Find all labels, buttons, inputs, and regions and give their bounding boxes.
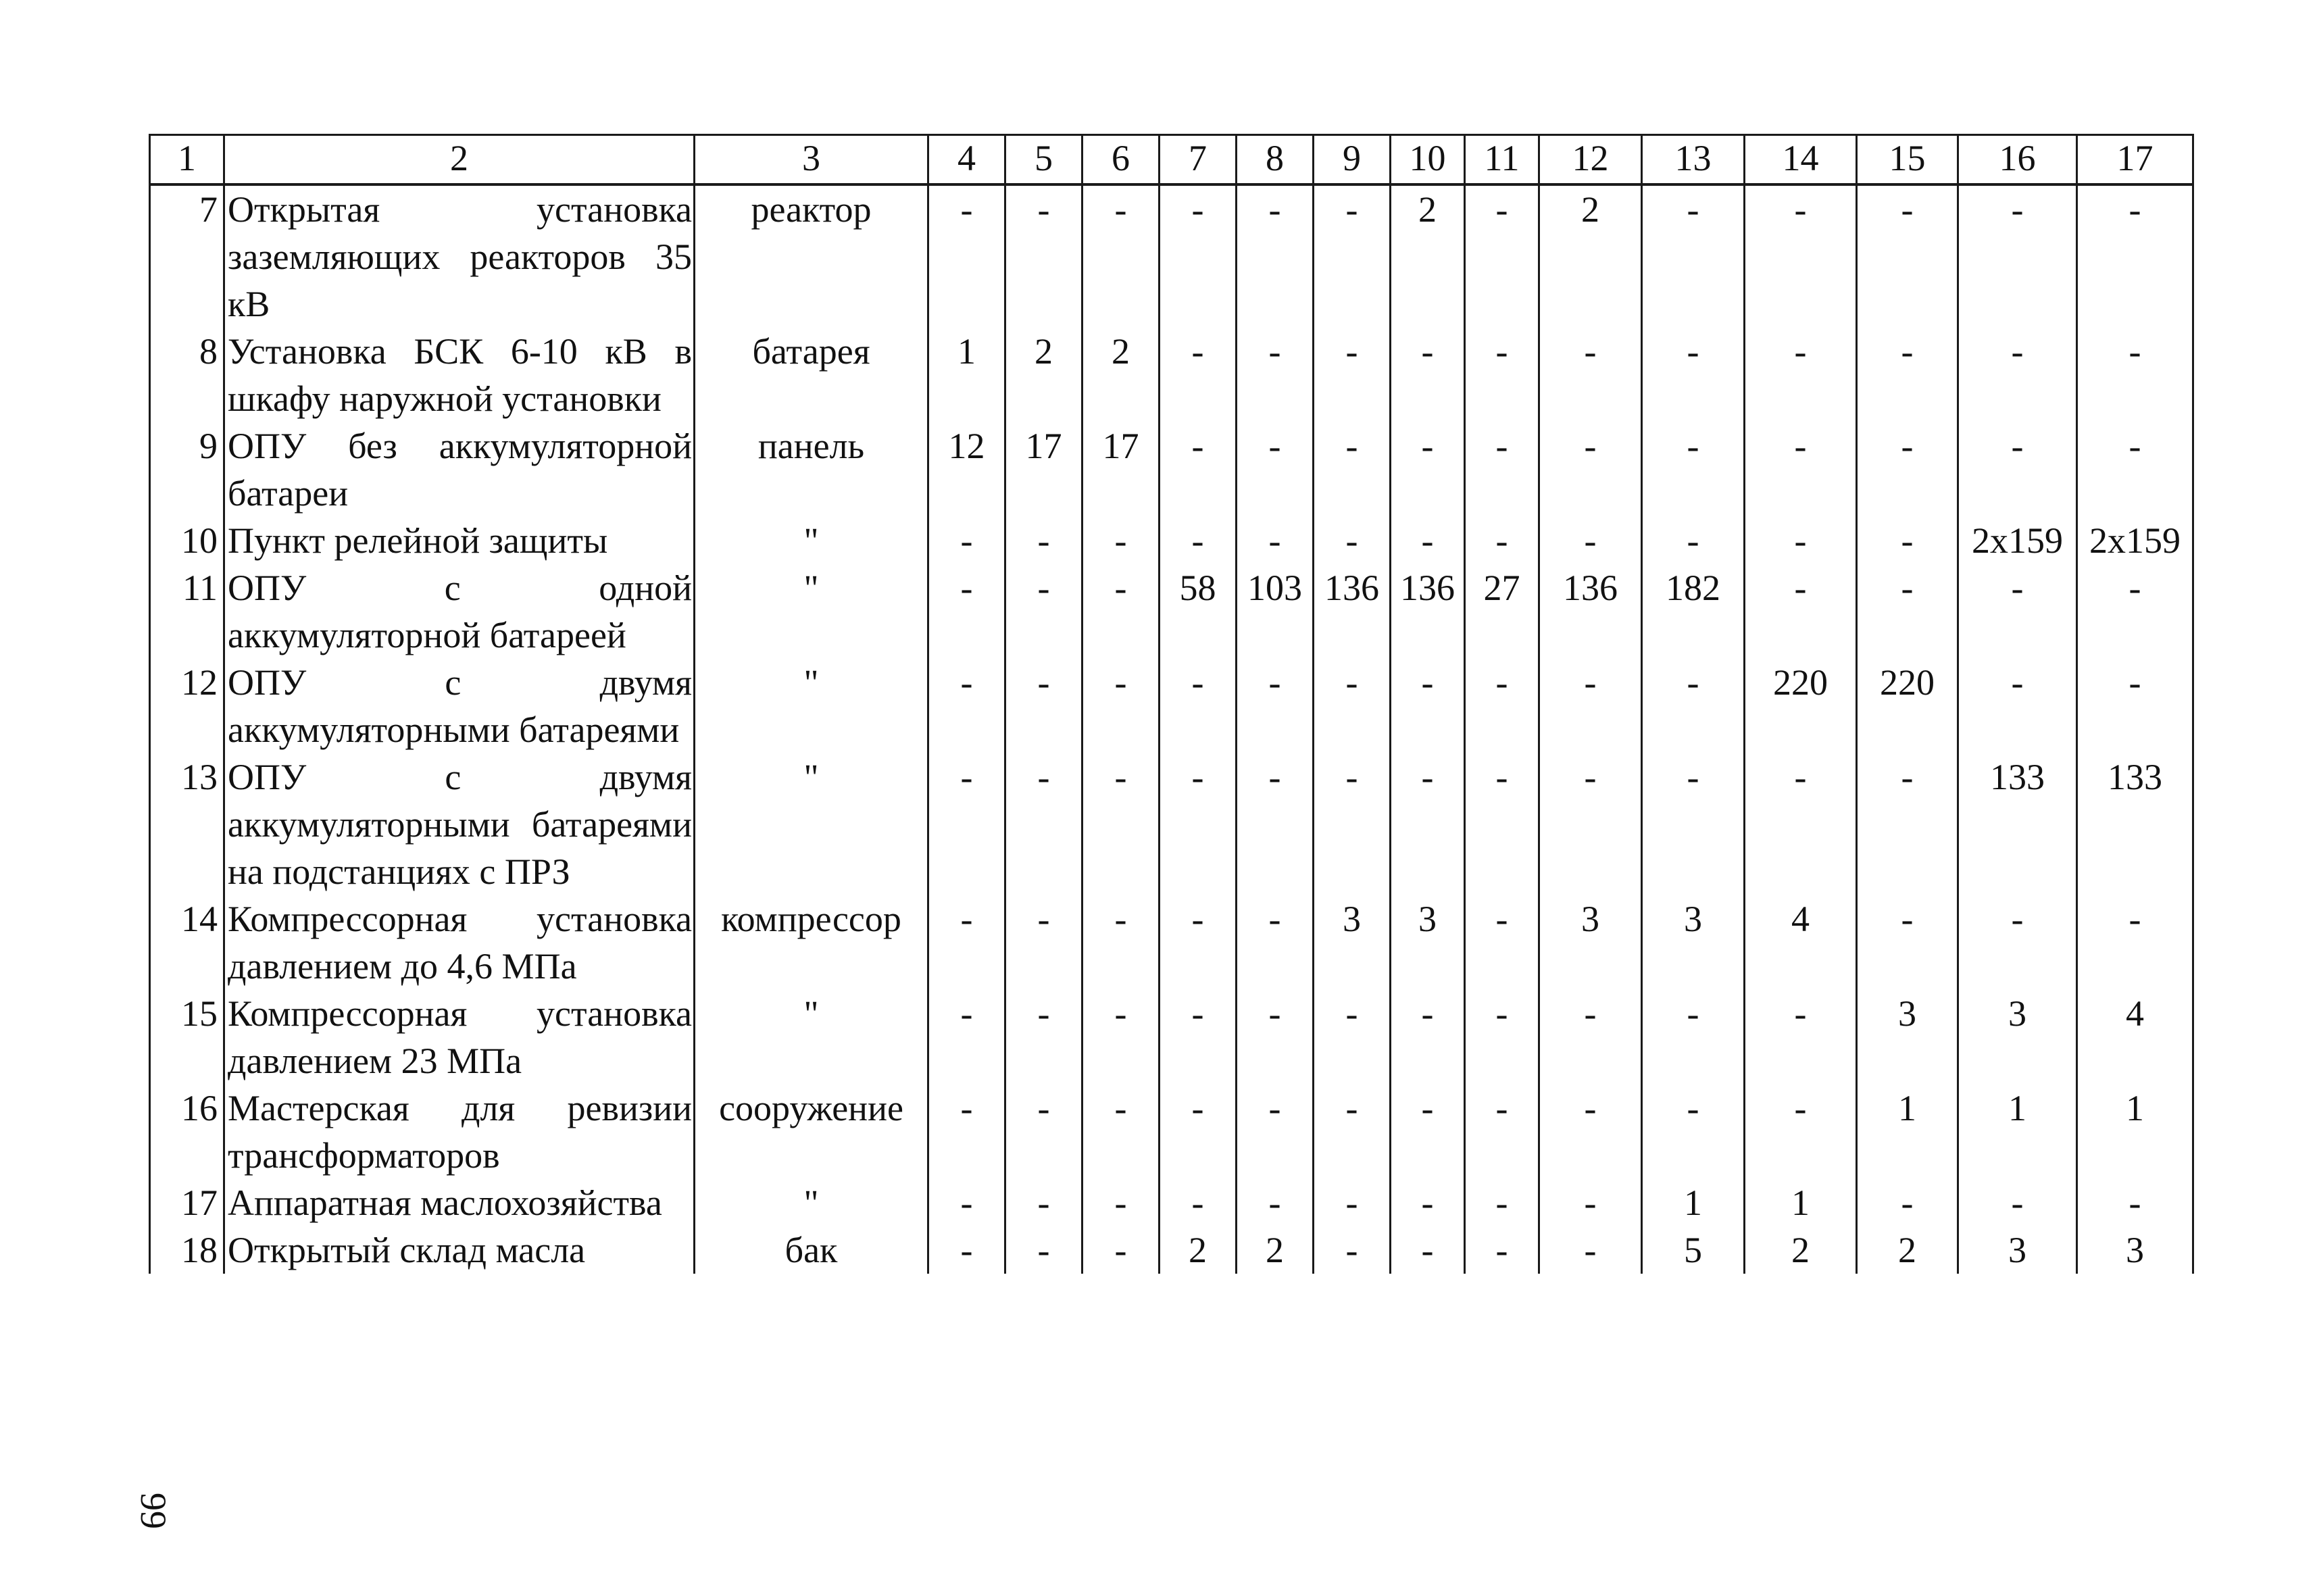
value-cell: -: [1005, 659, 1082, 753]
value-cell: -: [1465, 753, 1539, 895]
value-cell: -: [1237, 517, 1314, 564]
value-cell: 2: [1857, 1226, 1958, 1274]
value-cell: -: [928, 1179, 1005, 1226]
row-name: Аппаратная маслохозяйства: [224, 1179, 695, 1226]
value-cell: 3: [1539, 895, 1642, 990]
value-cell: -: [928, 659, 1005, 753]
value-cell: 1: [2077, 1084, 2193, 1179]
value-cell: -: [1745, 328, 1857, 422]
header-cell: 12: [1539, 135, 1642, 185]
table-row: [150, 517, 2193, 564]
row-name: Установка БСК 6-10 кВ в шкафу наружной установки: [224, 328, 695, 422]
value-cell: -: [1539, 1179, 1642, 1226]
value-cell: -: [1642, 184, 1745, 328]
value-cell: 3: [2077, 1226, 2193, 1274]
row-name: Компрессорная установка давлением до 4,6 МПа: [224, 895, 695, 990]
value-cell: 3: [1857, 990, 1958, 1084]
value-cell: -: [928, 517, 1005, 564]
row-unit: ": [695, 659, 928, 753]
value-cell: -: [1465, 659, 1539, 753]
value-cell: -: [1745, 564, 1857, 659]
value-cell: -: [1745, 1084, 1857, 1179]
value-cell: 2: [1745, 1226, 1857, 1274]
value-cell: -: [1314, 1179, 1391, 1226]
header-cell: 17: [2077, 135, 2193, 185]
value-cell: -: [1237, 753, 1314, 895]
value-cell: -: [928, 184, 1005, 328]
value-cell: -: [2077, 659, 2193, 753]
value-cell: -: [1745, 184, 1857, 328]
value-cell: 2: [1539, 184, 1642, 328]
header-cell: 10: [1391, 135, 1465, 185]
row-unit: ": [695, 753, 928, 895]
row-unit: батарея: [695, 328, 928, 422]
table-row: [150, 564, 2193, 659]
row-unit: ": [695, 564, 928, 659]
value-cell: 3: [1958, 990, 2077, 1084]
row-number: 18: [150, 1226, 224, 1274]
value-cell: 2: [1160, 1226, 1237, 1274]
value-cell: -: [928, 564, 1005, 659]
value-cell: 5: [1642, 1226, 1745, 1274]
header-cell: 11: [1465, 135, 1539, 185]
value-cell: -: [1082, 517, 1160, 564]
row-number: 15: [150, 990, 224, 1084]
value-cell: -: [1005, 1084, 1082, 1179]
value-cell: -: [1745, 422, 1857, 517]
header-cell: 14: [1745, 135, 1857, 185]
value-cell: 1: [928, 328, 1005, 422]
row-name: ОПУ без аккумуляторной батареи: [224, 422, 695, 517]
value-cell: 182: [1642, 564, 1745, 659]
header-cell: 9: [1314, 135, 1391, 185]
value-cell: -: [1958, 328, 2077, 422]
value-cell: -: [1642, 753, 1745, 895]
value-cell: -: [1642, 1084, 1745, 1179]
table-row: [150, 1226, 2193, 1274]
row-number: 9: [150, 422, 224, 517]
value-cell: 12: [928, 422, 1005, 517]
value-cell: -: [1539, 659, 1642, 753]
value-cell: -: [1237, 328, 1314, 422]
value-cell: -: [1958, 659, 2077, 753]
value-cell: -: [1160, 1179, 1237, 1226]
value-cell: -: [1391, 990, 1465, 1084]
value-cell: -: [1160, 1084, 1237, 1179]
value-cell: -: [1314, 517, 1391, 564]
value-cell: -: [1745, 517, 1857, 564]
value-cell: -: [1465, 328, 1539, 422]
value-cell: -: [2077, 895, 2193, 990]
value-cell: -: [1465, 422, 1539, 517]
row-number: 17: [150, 1179, 224, 1226]
value-cell: 220: [1745, 659, 1857, 753]
value-cell: -: [1314, 328, 1391, 422]
value-cell: -: [1160, 422, 1237, 517]
row-number: 13: [150, 753, 224, 895]
row-name: Пункт релейной защиты: [224, 517, 695, 564]
value-cell: 2: [1391, 184, 1465, 328]
value-cell: -: [1082, 895, 1160, 990]
header-row: [150, 135, 2193, 185]
page-number: 99: [133, 1493, 174, 1529]
value-cell: 2: [1082, 328, 1160, 422]
row-number: 16: [150, 1084, 224, 1179]
value-cell: -: [2077, 564, 2193, 659]
table-row: [150, 895, 2193, 990]
row-number: 14: [150, 895, 224, 990]
value-cell: -: [1465, 990, 1539, 1084]
value-cell: 220: [1857, 659, 1958, 753]
row-unit: ": [695, 517, 928, 564]
value-cell: -: [1160, 517, 1237, 564]
value-cell: -: [1958, 895, 2077, 990]
row-unit: ": [695, 1179, 928, 1226]
value-cell: 2: [1237, 1226, 1314, 1274]
value-cell: 1: [1642, 1179, 1745, 1226]
table-row: [150, 328, 2193, 422]
row-name: Мастерская для ревизии трансформаторов: [224, 1084, 695, 1179]
value-cell: -: [1005, 184, 1082, 328]
value-cell: -: [1539, 517, 1642, 564]
value-cell: -: [1082, 564, 1160, 659]
value-cell: -: [1857, 184, 1958, 328]
value-cell: -: [928, 895, 1005, 990]
value-cell: -: [1465, 517, 1539, 564]
value-cell: -: [1857, 895, 1958, 990]
value-cell: 58: [1160, 564, 1237, 659]
table-row: [150, 1084, 2193, 1179]
value-cell: -: [1160, 659, 1237, 753]
row-name: ОПУ с двумя аккумуляторными батареями: [224, 659, 695, 753]
header-cell: 5: [1005, 135, 1082, 185]
value-cell: -: [1539, 1226, 1642, 1274]
value-cell: -: [1465, 184, 1539, 328]
value-cell: -: [1465, 1084, 1539, 1179]
value-cell: -: [1005, 517, 1082, 564]
table-row: [150, 753, 2193, 895]
value-cell: -: [1160, 328, 1237, 422]
value-cell: -: [1005, 1226, 1082, 1274]
value-cell: -: [1642, 328, 1745, 422]
value-cell: -: [1857, 422, 1958, 517]
value-cell: -: [1237, 184, 1314, 328]
value-cell: -: [1958, 1179, 2077, 1226]
value-cell: -: [1391, 1179, 1465, 1226]
value-cell: -: [1539, 753, 1642, 895]
row-unit: бак: [695, 1226, 928, 1274]
value-cell: -: [1857, 1179, 1958, 1226]
table-row: [150, 659, 2193, 753]
value-cell: -: [1391, 659, 1465, 753]
row-unit: ": [695, 990, 928, 1084]
value-cell: 1: [1857, 1084, 1958, 1179]
value-cell: -: [1082, 184, 1160, 328]
value-cell: -: [1465, 1179, 1539, 1226]
value-cell: -: [1237, 659, 1314, 753]
value-cell: -: [928, 753, 1005, 895]
value-cell: -: [1314, 184, 1391, 328]
value-cell: -: [1642, 659, 1745, 753]
value-cell: -: [1160, 184, 1237, 328]
value-cell: -: [1160, 895, 1237, 990]
value-cell: -: [1160, 990, 1237, 1084]
value-cell: -: [1082, 659, 1160, 753]
value-cell: -: [1465, 1226, 1539, 1274]
value-cell: 2x159: [1958, 517, 2077, 564]
row-unit: панель: [695, 422, 928, 517]
value-cell: 136: [1314, 564, 1391, 659]
value-cell: -: [1314, 753, 1391, 895]
row-number: 8: [150, 328, 224, 422]
value-cell: 2: [1005, 328, 1082, 422]
value-cell: -: [1642, 990, 1745, 1084]
value-cell: -: [1391, 1084, 1465, 1179]
header-cell: 16: [1958, 135, 2077, 185]
header-cell: 4: [928, 135, 1005, 185]
value-cell: -: [1745, 753, 1857, 895]
header-cell: 2: [224, 135, 695, 185]
value-cell: -: [1082, 753, 1160, 895]
value-cell: -: [1391, 753, 1465, 895]
value-cell: -: [1642, 422, 1745, 517]
value-cell: -: [1005, 564, 1082, 659]
value-cell: -: [1082, 1226, 1160, 1274]
value-cell: 27: [1465, 564, 1539, 659]
value-cell: -: [2077, 184, 2193, 328]
value-cell: -: [1958, 422, 2077, 517]
row-name: ОПУ с одной аккумуляторной батареей: [224, 564, 695, 659]
value-cell: -: [1082, 990, 1160, 1084]
table-row: [150, 184, 2193, 328]
header-cell: 7: [1160, 135, 1237, 185]
table-row: [150, 422, 2193, 517]
row-name: Компрессорная установка давлением 23 МПа: [224, 990, 695, 1084]
value-cell: -: [1005, 1179, 1082, 1226]
row-number: 11: [150, 564, 224, 659]
value-cell: -: [1314, 422, 1391, 517]
header-cell: 8: [1237, 135, 1314, 185]
value-cell: -: [1857, 753, 1958, 895]
header-cell: 3: [695, 135, 928, 185]
value-cell: -: [1642, 517, 1745, 564]
value-cell: -: [1465, 895, 1539, 990]
value-cell: 1: [1958, 1084, 2077, 1179]
value-cell: 4: [2077, 990, 2193, 1084]
value-cell: -: [2077, 328, 2193, 422]
value-cell: -: [1314, 1084, 1391, 1179]
value-cell: 17: [1005, 422, 1082, 517]
value-cell: 3: [1642, 895, 1745, 990]
header-cell: 1: [150, 135, 224, 185]
value-cell: 2x159: [2077, 517, 2193, 564]
value-cell: -: [2077, 422, 2193, 517]
value-cell: -: [1237, 1084, 1314, 1179]
value-cell: 1: [1745, 1179, 1857, 1226]
value-cell: -: [1539, 990, 1642, 1084]
value-cell: -: [1539, 328, 1642, 422]
value-cell: -: [1958, 184, 2077, 328]
value-cell: -: [1082, 1179, 1160, 1226]
table-row: [150, 990, 2193, 1084]
value-cell: -: [1314, 659, 1391, 753]
value-cell: -: [1314, 1226, 1391, 1274]
header-cell: 6: [1082, 135, 1160, 185]
value-cell: -: [1958, 564, 2077, 659]
value-cell: 103: [1237, 564, 1314, 659]
row-number: 10: [150, 517, 224, 564]
value-cell: 3: [1391, 895, 1465, 990]
row-number: 12: [150, 659, 224, 753]
value-cell: -: [1237, 895, 1314, 990]
value-cell: 133: [2077, 753, 2193, 895]
header-cell: 15: [1857, 135, 1958, 185]
value-cell: -: [1237, 422, 1314, 517]
value-cell: -: [1082, 1084, 1160, 1179]
value-cell: -: [1391, 1226, 1465, 1274]
row-name: ОПУ с двумя аккумуляторными батареями на подстанциях с ПРЗ: [224, 753, 695, 895]
row-unit: сооружение: [695, 1084, 928, 1179]
value-cell: -: [1314, 990, 1391, 1084]
value-cell: -: [1237, 1179, 1314, 1226]
value-cell: 3: [1958, 1226, 2077, 1274]
value-cell: -: [1160, 753, 1237, 895]
row-unit: реактор: [695, 184, 928, 328]
header-cell: 13: [1642, 135, 1745, 185]
table-body: [150, 184, 2193, 1274]
value-cell: -: [1745, 990, 1857, 1084]
value-cell: -: [1857, 328, 1958, 422]
value-cell: 136: [1391, 564, 1465, 659]
value-cell: -: [1237, 990, 1314, 1084]
value-cell: -: [1539, 1084, 1642, 1179]
value-cell: -: [928, 990, 1005, 1084]
value-cell: -: [1391, 422, 1465, 517]
value-cell: -: [1005, 990, 1082, 1084]
value-cell: -: [1005, 895, 1082, 990]
row-number: 7: [150, 184, 224, 328]
value-cell: -: [2077, 1179, 2193, 1226]
value-cell: -: [928, 1226, 1005, 1274]
value-cell: -: [1391, 517, 1465, 564]
row-unit: компрессор: [695, 895, 928, 990]
table-row: [150, 1179, 2193, 1226]
row-name: Открытый склад масла: [224, 1226, 695, 1274]
value-cell: 4: [1745, 895, 1857, 990]
value-cell: 3: [1314, 895, 1391, 990]
value-cell: -: [1539, 422, 1642, 517]
value-cell: -: [1857, 517, 1958, 564]
value-cell: -: [928, 1084, 1005, 1179]
value-cell: 133: [1958, 753, 2077, 895]
row-name: Открытая установка заземляющих реакторов 35 кВ: [224, 184, 695, 328]
value-cell: -: [1391, 328, 1465, 422]
value-cell: 17: [1082, 422, 1160, 517]
value-cell: -: [1857, 564, 1958, 659]
value-cell: -: [1005, 753, 1082, 895]
value-cell: 136: [1539, 564, 1642, 659]
equipment-table: [149, 134, 2194, 1274]
